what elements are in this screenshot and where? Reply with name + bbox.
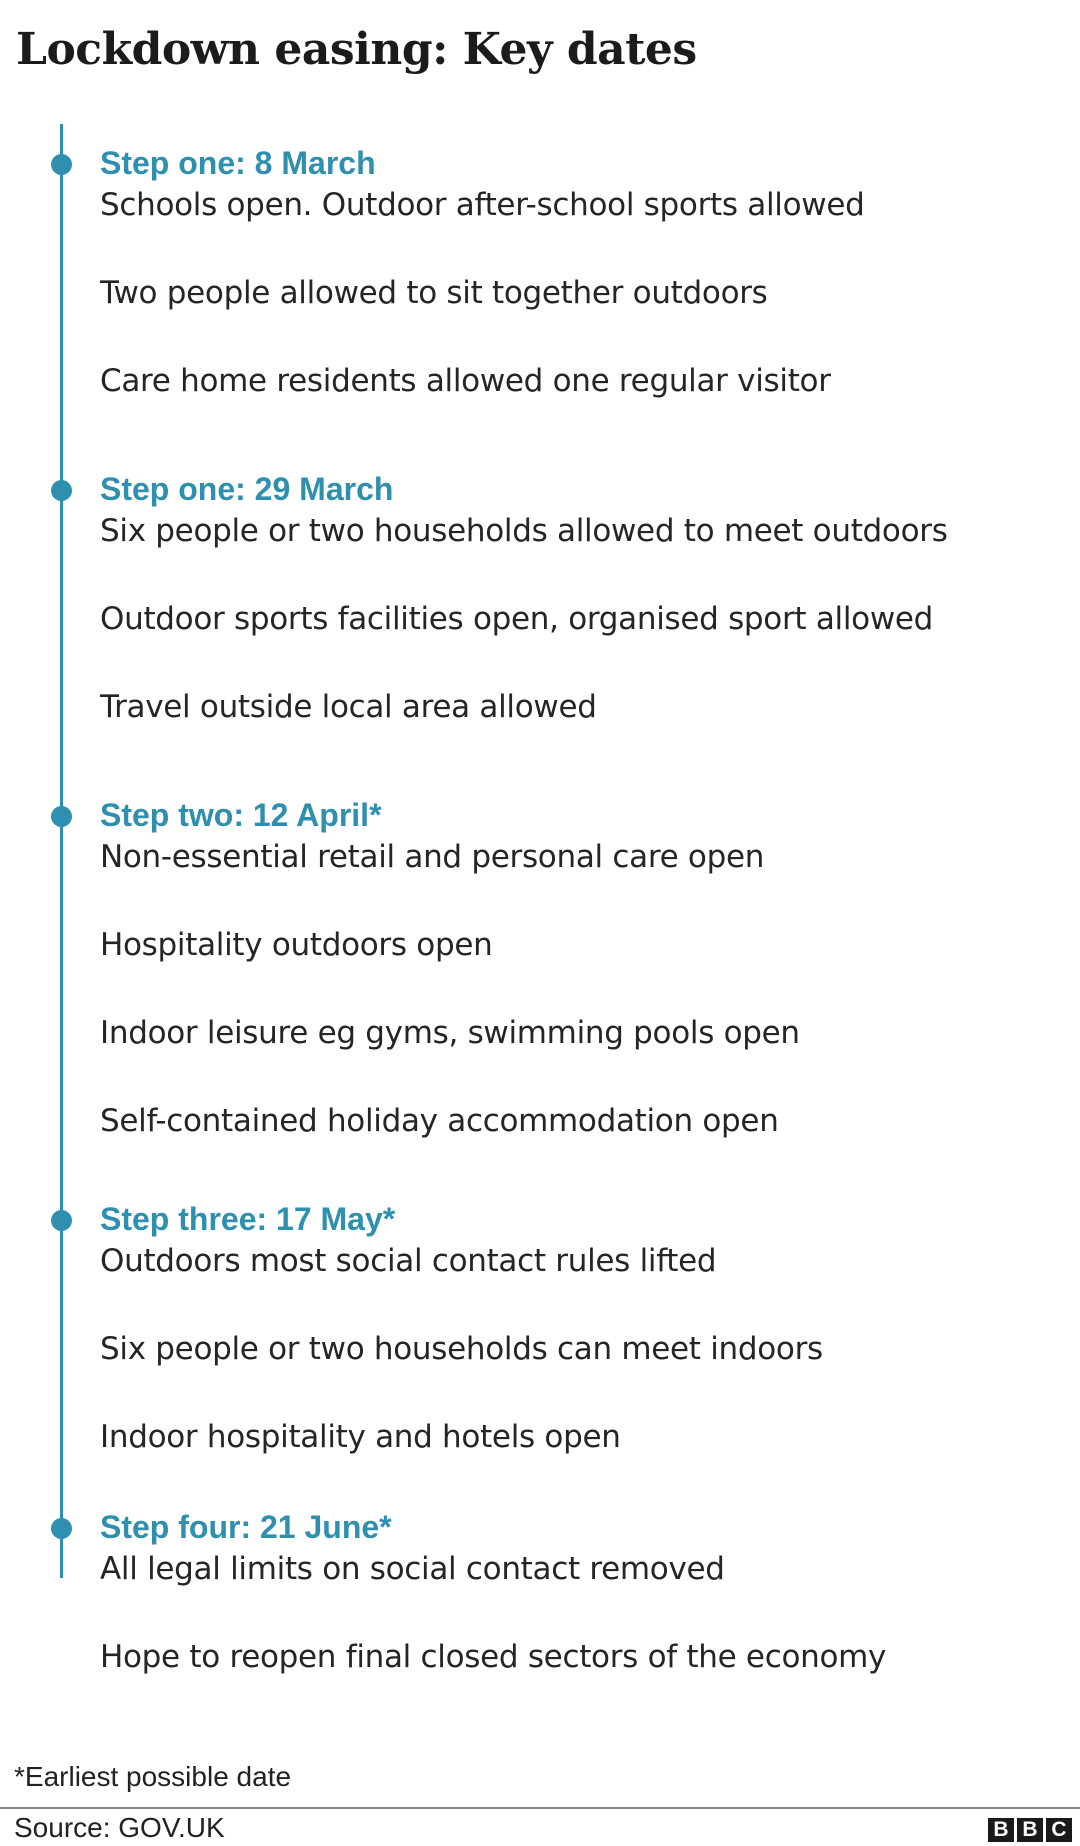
step-heading: Step two: 12 April* [100, 797, 382, 833]
timeline-marker [51, 1210, 72, 1231]
step-item: Self-contained holiday accommodation open [100, 1103, 779, 1139]
step-item: Outdoor sports facilities open, organised sport allowed [100, 601, 934, 637]
step-item: Indoor leisure eg gyms, swimming pools open [100, 1015, 800, 1051]
footer-divider [0, 1807, 1080, 1809]
step-heading: Step four: 21 June* [100, 1509, 392, 1545]
step-item-list [100, 182, 864, 446]
footnote: *Earliest possible date [14, 1761, 292, 1792]
bbc-logo [988, 1818, 1072, 1842]
step-item: Six people or two households can meet indoors [100, 1331, 823, 1367]
step-heading: Step one: 29 March [100, 471, 394, 507]
timeline-marker [51, 480, 72, 501]
timeline-marker [51, 806, 72, 827]
logo-letter: B [988, 1818, 1014, 1842]
step-item: Travel outside local area allowed [100, 689, 597, 725]
step-item: Care home residents allowed one regular visitor [100, 363, 831, 399]
timeline-marker [51, 1518, 72, 1539]
step-heading: Step three: 17 May* [100, 1201, 396, 1237]
step-item-list [100, 508, 948, 772]
page-title: Lockdown easing: Key dates [16, 24, 697, 75]
timeline-line [60, 124, 63, 1578]
step-heading: Step one: 8 March [100, 145, 376, 181]
step-item: Two people allowed to sit together outdoors [100, 275, 768, 311]
step-item: Outdoors most social contact rules lifted [100, 1243, 717, 1279]
step-item: Hope to reopen final closed sectors of the economy [100, 1639, 887, 1675]
step-item: Schools open. Outdoor after-school sports allowed [100, 187, 865, 223]
source-credit: Source: GOV.UK [14, 1812, 225, 1843]
logo-letter: C [1046, 1818, 1072, 1842]
step-item-list [100, 1238, 823, 1502]
step-item: All legal limits on social contact removed [100, 1551, 725, 1587]
step-item-list [100, 1546, 886, 1722]
timeline-marker [51, 154, 72, 175]
step-item-list [100, 834, 800, 1186]
logo-letter: B [1017, 1818, 1043, 1842]
step-item: Indoor hospitality and hotels open [100, 1419, 621, 1455]
step-item: Six people or two households allowed to meet outdoors [100, 513, 948, 549]
step-item: Hospitality outdoors open [100, 927, 493, 963]
step-item: Non-essential retail and personal care open [100, 839, 765, 875]
